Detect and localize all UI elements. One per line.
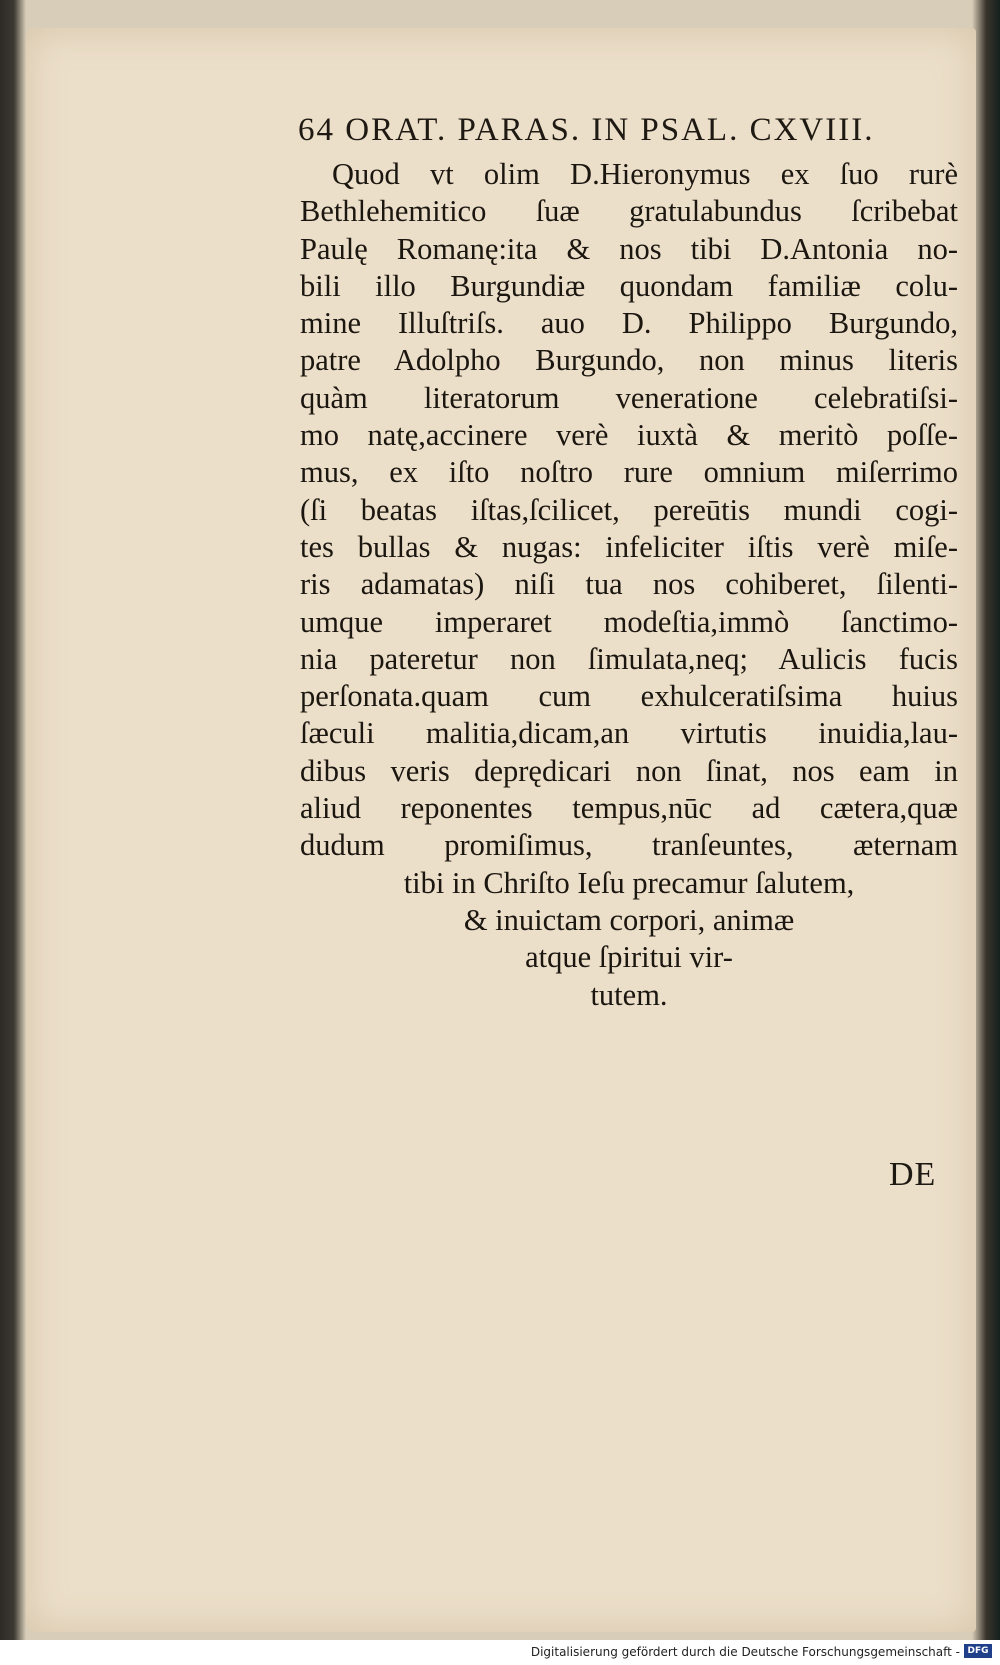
footer-credit: Digitalisierung gefördert durch die Deutsche Forschungsgemeinschaft - <box>530 1645 960 1659</box>
text-line: mo natę,accinere verè iuxtà & meritò poſſe- <box>300 418 958 453</box>
text-line: mus, ex iſto noſtro rure omnium miſerrimo <box>300 455 958 490</box>
body-text <box>300 156 958 1014</box>
text-line: dudum promiſimus, tranſeuntes, æternam <box>300 828 958 863</box>
text-line: ſæculi malitia,dicam,an virtutis inuidia,lau- <box>300 716 958 751</box>
text-line: ris adamatas) niſi tua nos cohiberet, ſilenti- <box>300 567 958 602</box>
text-line: Quod vt olim D.Hieronymus ex ſuo rurè <box>332 157 958 191</box>
catchword: DE <box>889 1156 937 1193</box>
text-line: patre Adolpho Burgundo, non minus literis <box>300 343 958 378</box>
text-line: nia pateretur non ſimulata,neq; Aulicis fucis <box>300 641 958 676</box>
dfg-logo-icon: DFG <box>964 1644 992 1658</box>
text-line: perſonata.quam cum exhulceratiſsima huius <box>300 679 958 714</box>
text-line: dibus veris deprędicari non ſinat, nos eam in <box>300 753 958 788</box>
text-line: quàm literatorum veneratione celebratiſsi- <box>300 380 958 415</box>
closing-line: & inuictam corpori, animæ <box>463 902 795 937</box>
text-line: mine Illuſtriſs. auo D. Philippo Burgundo, <box>300 306 958 341</box>
closing-line: tutem. <box>590 977 668 1012</box>
text-line: umque imperaret modeſtia,immò ſanctimo- <box>300 604 958 639</box>
closing-line: atque ſpiritui vir- <box>525 940 733 975</box>
text-line: Paulę Romanę:ita & nos tibi D.Antonia no- <box>300 231 958 266</box>
closing-line: tibi in Chriſto Ieſu precamur ſalutem, <box>403 865 855 900</box>
text-line: aliud reponentes tempus,nūc ad cætera,quæ <box>300 791 958 826</box>
running-head: 64 ORAT. PARAS. IN PSAL. CXVIII. <box>298 112 875 148</box>
text-line: Bethlehemitico ſuæ gratulabundus ſcribebat <box>300 194 958 229</box>
text-line: tes bullas & nugas: infeliciter iſtis verè miſe- <box>300 529 958 564</box>
text-line: bili illo Burgundiæ quondam familiæ colu- <box>300 268 958 303</box>
text-line: (ſi beatas iſtas,ſcilicet, pereūtis mundi cogi- <box>300 492 958 527</box>
